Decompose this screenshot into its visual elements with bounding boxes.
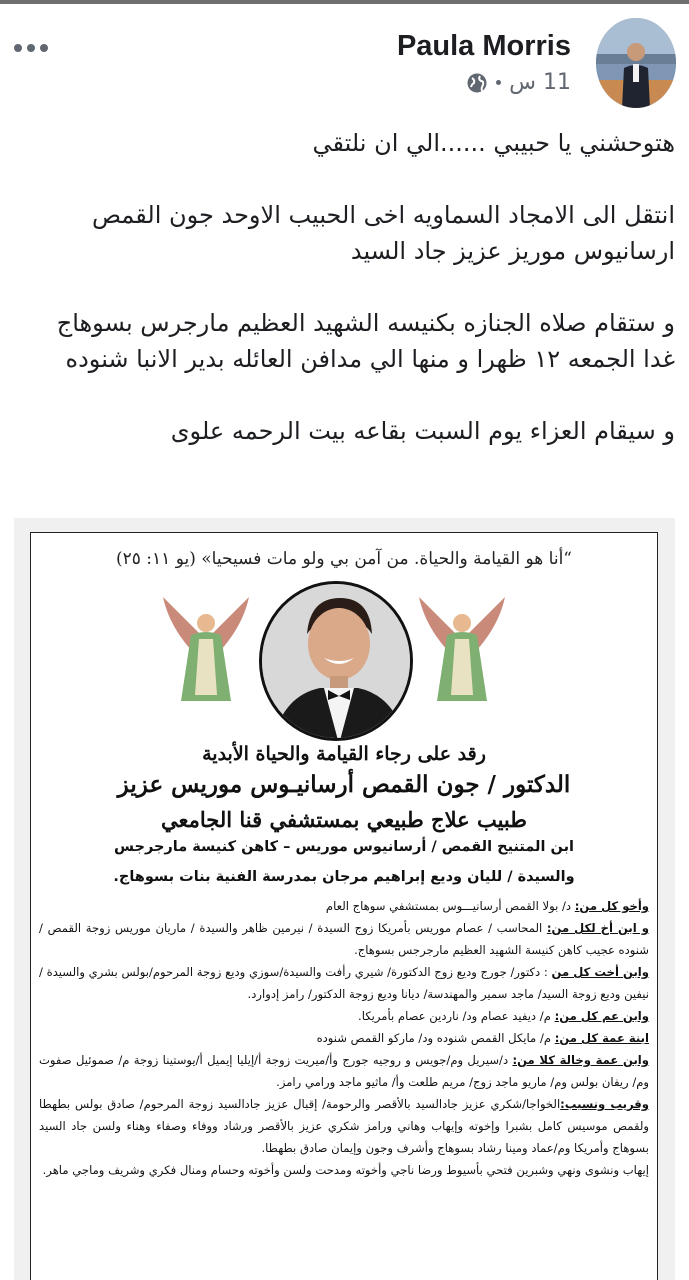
relatives-entry bbox=[39, 961, 649, 1005]
relatives-entry bbox=[39, 1005, 649, 1027]
relatives-entry bbox=[39, 917, 649, 961]
deceased-job: طبيب علاج طبيعي بمستشفي قنا الجامعي bbox=[161, 807, 527, 832]
relatives-list bbox=[39, 895, 649, 1181]
relatives-label: و ابن أخ لكل من: bbox=[546, 921, 649, 935]
relatives-label: وابن أخت كل من bbox=[551, 965, 649, 979]
relatives-text: إيهاب ونشوى ونهي وشبرين فتحي بأسيوط ورضا ناجي وأخوته ومدحت ولسن وأخوته وحسام ومنال فكري وشريف وماجي ماهر. bbox=[42, 1163, 649, 1177]
relatives-entry bbox=[39, 1049, 649, 1093]
deceased-portrait bbox=[259, 581, 413, 741]
relatives-entry bbox=[39, 1027, 649, 1049]
more-dot-icon bbox=[27, 44, 35, 52]
post-paragraph: و ستقام صلاه الجنازه بكنيسه الشهيد العظيم مارجرس بسوهاج غدا الجمعه ١٢ ظهرا و منها الي مدافن العائله بدير الانبا شنوده bbox=[56, 309, 675, 373]
relatives-text: د/سيريل وم/جويس و روجيه جورج وأ/ميريت زوجة أ/إيليا إيميل أ/يوستينا زوجة م/ صموئيل صفوت وم/ ريفان بولس وم/ ماريو ماجد زوج/ مريم طلعت وأ/ ماثيو ماجد ورامي رامز. bbox=[39, 1053, 649, 1089]
obituary-notice bbox=[30, 532, 658, 1280]
parent-father: ابن المتنيح القمص / أرسانيوس موريس – كاهن كنيسة مارجرجس bbox=[114, 839, 574, 855]
relatives-entry bbox=[39, 895, 649, 917]
author-name[interactable]: Paula Morris bbox=[396, 30, 571, 62]
notice-hope: رقد على رجاء القيامة والحياة الأبدية bbox=[202, 743, 486, 765]
relatives-label: ابنة عمة كل من: bbox=[554, 1031, 649, 1045]
relatives-label: وأخو كل من: bbox=[574, 899, 649, 913]
post-paragraph: و سيقام العزاء يوم السبت بقاعه بيت الرحمه علوى bbox=[170, 417, 675, 445]
avatar-photo bbox=[596, 18, 676, 108]
post-paragraph: هتوحشني يا حبيبي ......الي ان نلتقي bbox=[312, 129, 675, 157]
relatives-text: د/ بولا القمص أرسانيـــوس بمستشفي سوهاج العام bbox=[325, 899, 575, 913]
portrait-photo bbox=[262, 584, 413, 741]
angel-icon bbox=[161, 595, 251, 705]
post-meta bbox=[466, 70, 571, 95]
post-text bbox=[18, 125, 675, 485]
status-strip bbox=[0, 0, 689, 4]
relatives-text: : دكتور/ جورج وديع زوج الدكتورة/ شيري رأفت والسيدة/سوزي وديع زوجة المرحوم/بولس بشري والسيدة /نيفين وديع زوجة السيد/ ماجد سمير والمهندسة/ ديانا وديع زوجة الدكتور/ رامز إدوارد. bbox=[39, 965, 649, 1001]
relatives-text: م/ مايكل القمص شنوده ود/ ماركو القمص شنوده bbox=[316, 1031, 555, 1045]
deceased-name: الدكتور / جون القمص أرسانيـوس موريس عزيز bbox=[117, 771, 571, 798]
more-options-button[interactable] bbox=[14, 36, 54, 60]
post-time[interactable]: 11 س bbox=[509, 70, 571, 95]
relatives-text: م/ ديفيد عصام ود/ ناردين عصام بأمريكا. bbox=[358, 1009, 555, 1023]
bible-verse: “أنا هو القيامة والحياة. من آمن بي ولو مات فسيحيا» (يو ١١: ٢٥) bbox=[116, 549, 572, 569]
relatives-label: وقريب ونسيب: bbox=[560, 1097, 649, 1111]
globe-icon[interactable] bbox=[466, 72, 488, 94]
relatives-text: المحاسب / عصام موريس بأمريكا زوج السيدة / نيرمين ظاهر والسيدة / ماريان موريس زوجة القمص / شنوده عجيب كاهن كنيسة الشهيد العظيم مارجرجس بسوهاج. bbox=[39, 921, 649, 957]
relatives-label: وابن عم كل من: bbox=[554, 1009, 649, 1023]
relatives-label: وابن عمة وخالة كلا من: bbox=[512, 1053, 649, 1067]
more-dot-icon bbox=[14, 44, 22, 52]
relatives-entry bbox=[39, 1159, 649, 1181]
author-avatar[interactable] bbox=[596, 18, 676, 108]
parent-mother: والسيدة / لليان وديع إبراهيم مرجان بمدرسة الفنية بنات بسوهاج. bbox=[113, 869, 575, 885]
relatives-entry bbox=[39, 1093, 649, 1159]
angel-icon bbox=[417, 595, 507, 705]
post-paragraph: انتقل الى الامجاد السماويه اخى الحبيب الاوحد جون القمص ارسانيوس موريز عزيز جاد السيد bbox=[91, 201, 675, 265]
meta-separator bbox=[496, 80, 501, 85]
more-dot-icon bbox=[40, 44, 48, 52]
relatives-text: الخواجا/شكري عزيز جادالسيد بالأقصر والرحومة/ إقبال عزيز جادالسيد زوجة المرحوم/ صادق بولس بطهطا ولقمص موسيس كامل بشبرا وإخوته وإيهاب وهاني ورامز شكري عزيز بالأقصر ورشاد ووفاء وصفاء وهناء ولسن جاد السيد بسوهاج وأمريكا وم/عماد ومينا رشاد بسوهاج وأشرف وجون وإيمان صادق بطهطا. bbox=[39, 1097, 649, 1155]
